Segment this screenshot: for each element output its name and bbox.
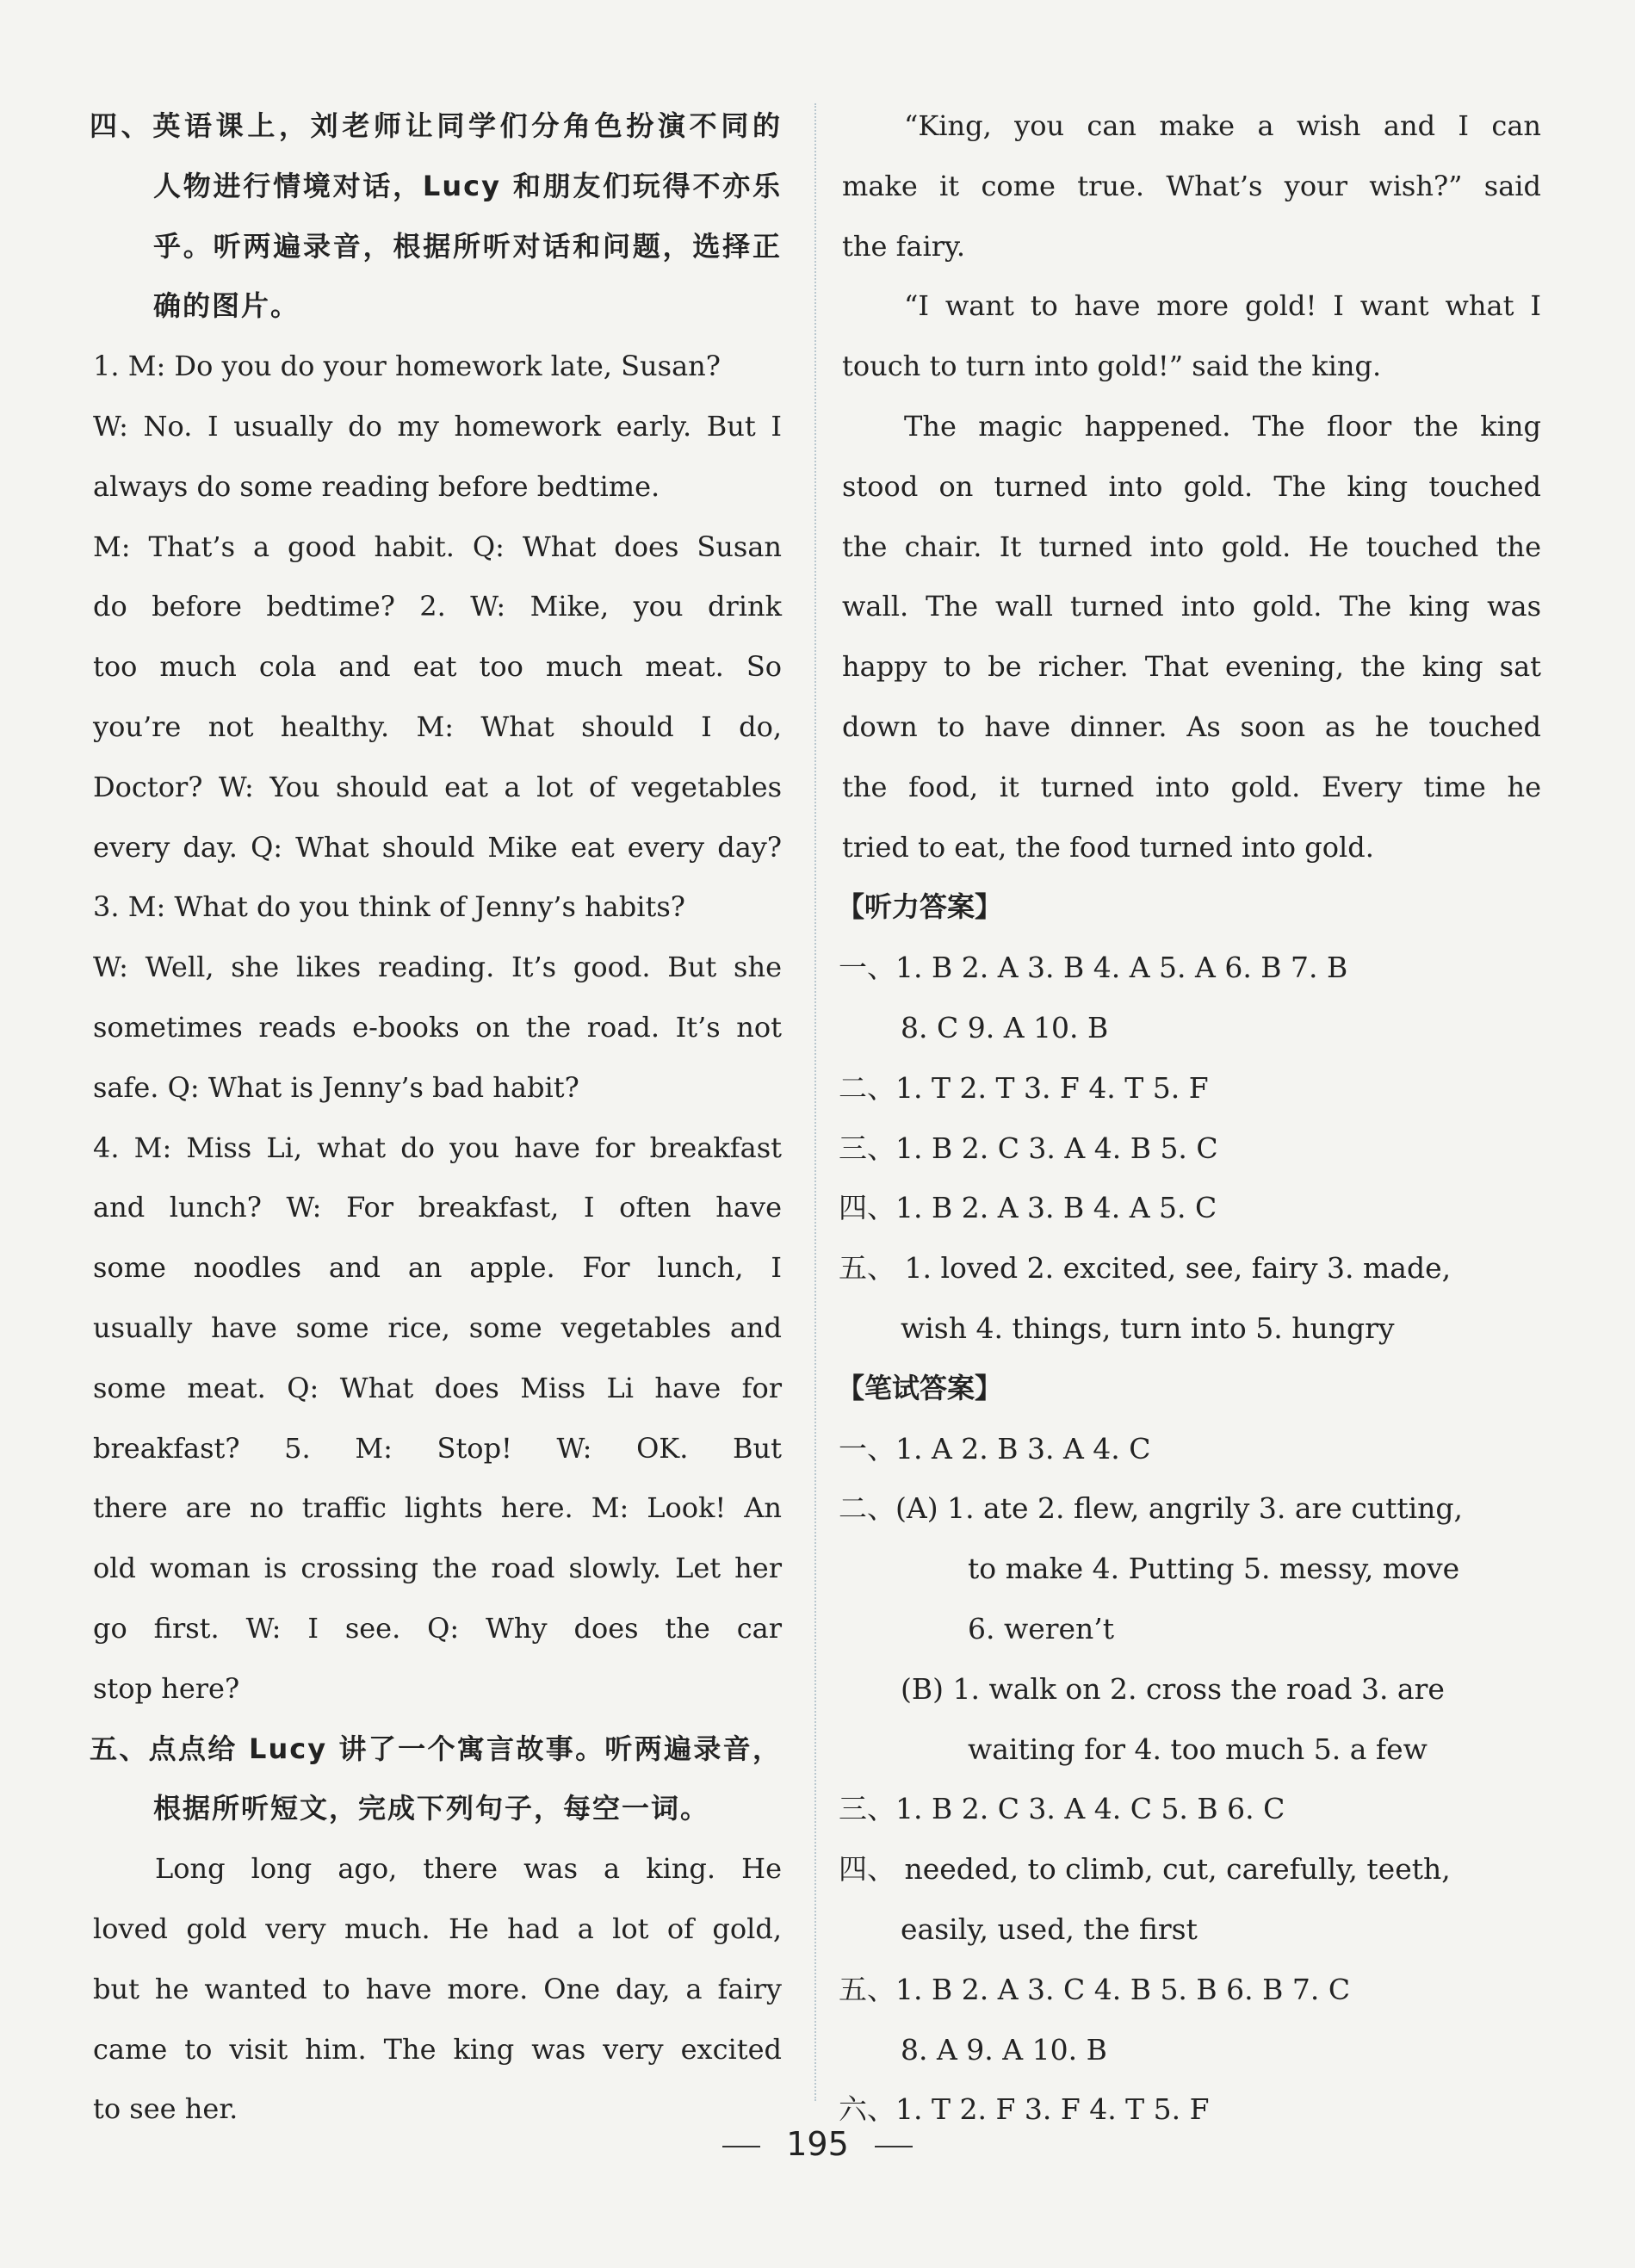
- left-column-line: breakfast? 5. M: Stop! W: OK. But: [93, 1431, 782, 1465]
- right-column-line: 二、1. T 2. T 3. F 4. T 5. F: [839, 1070, 1209, 1105]
- footer-dash-left: [722, 2146, 760, 2147]
- right-column-line: the chair. It turned into gold. He touched the: [842, 530, 1541, 563]
- left-column-line: 1. M: Do you do your homework late, Susan?: [93, 350, 721, 383]
- left-column-line: always do some reading before bedtime.: [93, 469, 660, 503]
- footer-dash-right: [875, 2146, 913, 2147]
- right-column-line: The magic happened. The floor the king: [904, 409, 1541, 443]
- left-column-line: safe. Q: What is Jenny’s bad habit?: [93, 1070, 579, 1104]
- right-column-line: wall. The wall turned into gold. The king was: [842, 590, 1541, 623]
- right-column-line: easily, used, the first: [901, 1912, 1198, 1946]
- left-column-line: do before bedtime? 2. W: Mike, you drink: [93, 590, 782, 623]
- right-column-line: the food, it turned into gold. Every time he: [842, 770, 1541, 803]
- right-column-line: wish 4. things, turn into 5. hungry: [901, 1311, 1395, 1345]
- left-column-line: M: That’s a good habit. Q: What does Susan: [93, 530, 782, 563]
- left-column-line: stop here?: [93, 1671, 240, 1705]
- right-column-line: 二、(A) 1. ate 2. flew, angrily 3. are cutting,: [839, 1491, 1464, 1526]
- right-column-line: 【听力答案】: [837, 890, 1003, 924]
- page-number-footer: [0, 2125, 1635, 2163]
- left-column-line: to see her.: [93, 2092, 238, 2126]
- right-column-line: “King, you can make a wish and I can: [904, 109, 1541, 142]
- left-column-line: 四、英语课上，刘老师让同学们分角色扮演不同的: [90, 109, 782, 142]
- right-column-line: 四、1. B 2. A 3. B 4. A 5. C: [839, 1191, 1217, 1225]
- left-column-line: Long long ago, there was a king. He: [155, 1852, 782, 1886]
- page-number: 195: [786, 2125, 849, 2163]
- left-column-line: 4. M: Miss Li, what do you have for breakfast: [93, 1131, 782, 1164]
- right-column-line: down to have dinner. As soon as he touched: [842, 710, 1541, 743]
- right-column-line: 8. C 9. A 10. B: [901, 1010, 1109, 1044]
- right-column-line: make it come true. What’s your wish?” said: [842, 169, 1541, 202]
- left-column-line: there are no traffic lights here. M: Look! An: [93, 1491, 782, 1525]
- right-column-line: 六、1. T 2. F 3. F 4. T 5. F: [839, 2092, 1210, 2127]
- right-column: [837, 96, 1541, 2140]
- right-column-line: 三、1. B 2. C 3. A 4. B 5. C: [839, 1131, 1218, 1165]
- right-column-line: 五、 1. loved 2. excited, see, fairy 3. made,: [839, 1251, 1452, 1286]
- right-column-line: 一、1. B 2. A 3. B 4. A 5. A 6. B 7. B: [839, 951, 1348, 985]
- left-column-line: every day. Q: What should Mike eat every day?: [93, 830, 782, 864]
- left-column-line: but he wanted to have more. One day, a fairy: [93, 1972, 782, 2005]
- left-column-line: some noodles and an apple. For lunch, I: [93, 1251, 782, 1285]
- left-column-line: W: Well, she likes reading. It’s good. But she: [93, 951, 782, 984]
- left-column-line: 五、点点给 Lucy 讲了一个寓言故事。听两遍录音，: [90, 1732, 782, 1765]
- left-column-line: 根据所听短文，完成下列句子，每空一词。: [153, 1792, 710, 1825]
- left-column-line: sometimes reads e-books on the road. It’s not: [93, 1010, 782, 1044]
- left-column-line: loved gold very much. He had a lot of gold,: [93, 1912, 782, 1945]
- left-column-line: you’re not healthy. M: What should I do,: [93, 710, 782, 743]
- left-column-line: 确的图片。: [153, 289, 300, 323]
- right-column-line: touch to turn into gold!” said the king.: [842, 350, 1382, 383]
- right-column-line: tried to eat, the food turned into gold.: [842, 830, 1374, 864]
- left-column-line: usually have some rice, some vegetables and: [93, 1311, 782, 1344]
- left-column: [90, 96, 782, 2140]
- left-column-line: came to visit him. The king was very excited: [93, 2032, 782, 2066]
- left-column-line: 乎。听两遍录音，根据所听对话和问题，选择正: [153, 229, 782, 263]
- right-column-line: (B) 1. walk on 2. cross the road 3. are: [901, 1671, 1445, 1706]
- right-column-line: “I want to have more gold! I want what I: [904, 289, 1541, 323]
- left-column-line: 人物进行情境对话，Lucy 和朋友们玩得不亦乐: [153, 169, 782, 202]
- right-column-line: the fairy.: [842, 229, 966, 263]
- column-divider: [814, 103, 816, 2101]
- right-column-line: 四、 needed, to climb, cut, carefully, teeth,: [839, 1852, 1451, 1887]
- left-column-line: old woman is crossing the road slowly. Let her: [93, 1552, 782, 1585]
- left-column-line: Doctor? W: You should eat a lot of vegetables: [93, 770, 782, 803]
- left-column-line: 3. M: What do you think of Jenny’s habits?: [93, 890, 685, 924]
- right-column-line: 三、1. B 2. C 3. A 4. C 5. B 6. C: [839, 1792, 1285, 1826]
- left-column-line: too much cola and eat too much meat. So: [93, 650, 782, 684]
- right-column-line: 五、1. B 2. A 3. C 4. B 5. B 6. B 7. C: [839, 1972, 1351, 2006]
- left-column-line: some meat. Q: What does Miss Li have for: [93, 1371, 782, 1404]
- right-column-line: stood on turned into gold. The king touched: [842, 469, 1541, 503]
- right-column-line: 8. A 9. A 10. B: [901, 2032, 1107, 2067]
- right-column-line: waiting for 4. too much 5. a few: [968, 1732, 1428, 1766]
- left-column-line: W: No. I usually do my homework early. But I: [93, 409, 782, 443]
- right-column-line: 【笔试答案】: [837, 1371, 1003, 1404]
- right-column-line: 6. weren’t: [968, 1611, 1115, 1645]
- left-column-line: and lunch? W: For breakfast, I often have: [93, 1191, 782, 1224]
- right-column-line: happy to be richer. That evening, the king sat: [842, 650, 1541, 684]
- right-column-line: 一、1. A 2. B 3. A 4. C: [839, 1431, 1151, 1466]
- left-column-line: go first. W: I see. Q: Why does the car: [93, 1611, 782, 1645]
- right-column-line: to make 4. Putting 5. messy, move: [968, 1552, 1460, 1586]
